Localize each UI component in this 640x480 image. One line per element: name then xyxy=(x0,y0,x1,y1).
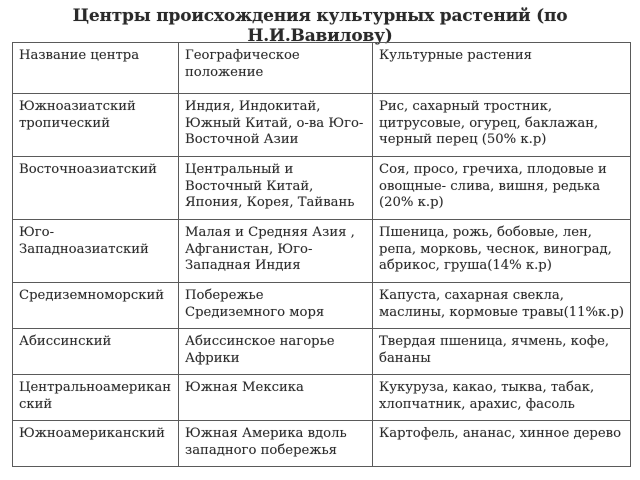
table-row xyxy=(13,157,631,220)
plants-cell: Рис, сахарный тростник, цитрусовые, огурец, баклажан, черный перец (50% к.р) xyxy=(373,94,631,157)
table-row xyxy=(13,375,631,421)
center-name-cell: Восточноазиатский xyxy=(13,157,179,220)
plants-cell: Твердая пшеница, ячмень, кофе, бананы xyxy=(373,329,631,375)
plants-cell: Картофель, ананас, хинное дерево xyxy=(373,421,631,467)
center-name-cell: Южноазиатский тропический xyxy=(13,94,179,157)
table-row xyxy=(13,421,631,467)
table-header-row xyxy=(13,43,631,94)
center-name-cell: Средиземноморский xyxy=(13,283,179,329)
location-cell: Индия, Индокитай, Южный Китай, о-ва Юго-Восточной Азии xyxy=(179,94,373,157)
location-cell: Побережье Средиземного моря xyxy=(179,283,373,329)
location-cell: Абиссинское нагорье Африки xyxy=(179,329,373,375)
location-cell: Центральный и Восточный Китай, Япония, Корея, Тайвань xyxy=(179,157,373,220)
center-name-cell: Южноамериканский xyxy=(13,421,179,467)
plants-cell: Кукуруза, какао, тыква, табак, хлопчатник, арахис, фасоль xyxy=(373,375,631,421)
header-cultivated-plants: Культурные растения xyxy=(373,43,631,94)
location-cell: Малая и Средняя Азия , Афганистан, Юго-Западная Индия xyxy=(179,220,373,283)
table-row xyxy=(13,329,631,375)
table-row xyxy=(13,220,631,283)
center-name-cell: Центральноамериканский xyxy=(13,375,179,421)
plants-cell: Капуста, сахарная свекла, маслины, кормовые травы(11%к.р) xyxy=(373,283,631,329)
center-name-cell: Юго-Западноазиатский xyxy=(13,220,179,283)
location-cell: Южная Америка вдоль западного побережья xyxy=(179,421,373,467)
table-row xyxy=(13,283,631,329)
header-geographic-location: Географическое положение xyxy=(179,43,373,94)
plants-cell: Пшеница, рожь, бобовые, лен, репа, морковь, чеснок, виноград, абрикос, груша(14% к.р) xyxy=(373,220,631,283)
center-name-cell: Абиссинский xyxy=(13,329,179,375)
location-cell: Южная Мексика xyxy=(179,375,373,421)
table-row xyxy=(13,94,631,157)
page-title: Центры происхождения культурных растений (по Н.И.Вавилову) xyxy=(72,6,568,46)
vavilov-centers-table xyxy=(12,42,631,467)
header-center-name: Название центра xyxy=(13,43,179,94)
plants-cell: Соя, просо, гречиха, плодовые и овощные- слива, вишня, редька (20% к.р) xyxy=(373,157,631,220)
